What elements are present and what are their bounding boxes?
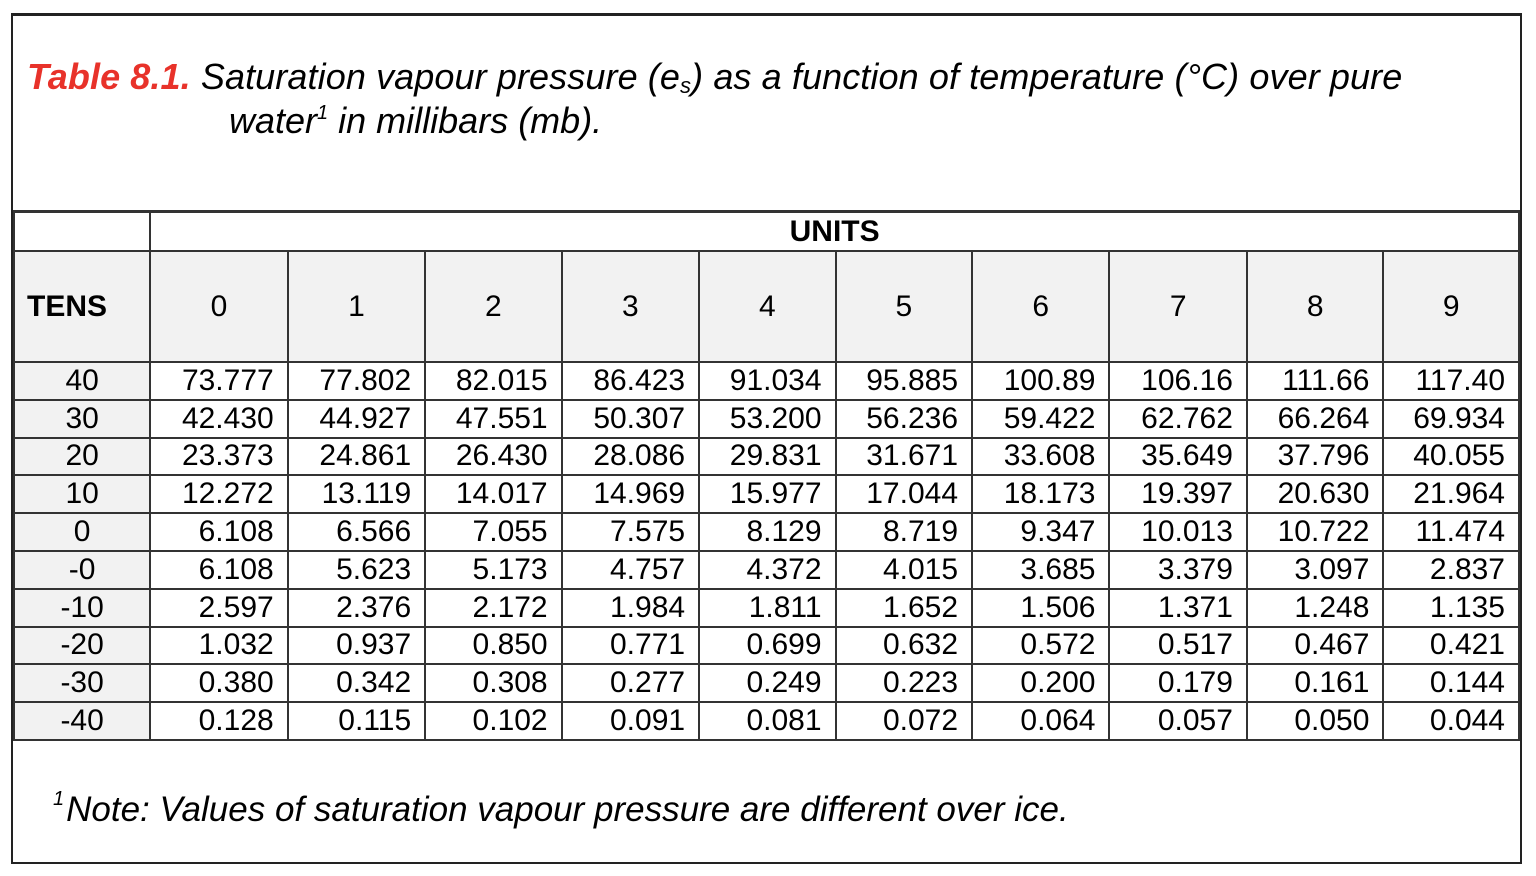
pressure-value-cell: 0.699 <box>699 627 835 665</box>
pressure-value-cell: 4.372 <box>699 551 835 589</box>
pressure-value-cell: 3.379 <box>1109 551 1246 589</box>
pressure-value-cell: 15.977 <box>699 475 835 513</box>
units-column-header: 8 <box>1247 251 1383 362</box>
pressure-value-cell: 0.342 <box>288 664 425 702</box>
pressure-value-cell: 86.423 <box>562 362 699 400</box>
pressure-value-cell: 66.264 <box>1247 400 1383 438</box>
pressure-value-cell: 0.249 <box>699 664 835 702</box>
pressure-value-cell: 0.144 <box>1383 664 1519 702</box>
pressure-value-cell: 18.173 <box>972 475 1109 513</box>
units-column-header: 9 <box>1383 251 1519 362</box>
units-column-header: 5 <box>836 251 972 362</box>
pressure-value-cell: 1.032 <box>150 627 287 665</box>
corner-cell <box>14 212 150 251</box>
pressure-value-cell: 9.347 <box>972 513 1109 551</box>
pressure-value-cell: 77.802 <box>288 362 425 400</box>
pressure-value-cell: 5.623 <box>288 551 425 589</box>
pressure-value-cell: 0.467 <box>1247 627 1383 665</box>
pressure-value-cell: 0.057 <box>1109 702 1246 740</box>
pressure-value-cell: 0.081 <box>699 702 835 740</box>
pressure-value-cell: 0.277 <box>562 664 699 702</box>
table-row <box>14 513 1519 551</box>
pressure-value-cell: 0.064 <box>972 702 1109 740</box>
caption-subscript: s <box>680 73 692 98</box>
pressure-value-cell: 1.135 <box>1383 589 1519 627</box>
pressure-value-cell: 56.236 <box>836 400 972 438</box>
pressure-value-cell: 0.937 <box>288 627 425 665</box>
pressure-value-cell: 106.16 <box>1109 362 1246 400</box>
tens-label: -40 <box>14 702 150 740</box>
pressure-value-cell: 29.831 <box>699 438 835 476</box>
pressure-value-cell: 1.984 <box>562 589 699 627</box>
pressure-value-cell: 100.89 <box>972 362 1109 400</box>
pressure-value-cell: 50.307 <box>562 400 699 438</box>
pressure-value-cell: 0.128 <box>150 702 287 740</box>
pressure-value-cell: 0.850 <box>425 627 561 665</box>
pressure-value-cell: 31.671 <box>836 438 972 476</box>
pressure-value-cell: 13.119 <box>288 475 425 513</box>
units-column-header: 0 <box>150 251 287 362</box>
caption-line-1 <box>27 56 1402 99</box>
tens-label: 30 <box>14 400 150 438</box>
pressure-value-cell: 62.762 <box>1109 400 1246 438</box>
pressure-value-cell: 6.108 <box>150 551 287 589</box>
units-column-header: 3 <box>562 251 699 362</box>
tens-label: 40 <box>14 362 150 400</box>
pressure-value-cell: 82.015 <box>425 362 561 400</box>
pressure-value-cell: 0.044 <box>1383 702 1519 740</box>
pressure-value-cell: 7.055 <box>425 513 561 551</box>
units-column-header: 2 <box>425 251 561 362</box>
pressure-value-cell: 2.597 <box>150 589 287 627</box>
units-column-header: 4 <box>699 251 835 362</box>
tens-label: -20 <box>14 627 150 665</box>
caption-text: Saturation vapour pressure (e <box>190 56 681 97</box>
pressure-value-cell: 3.685 <box>972 551 1109 589</box>
pressure-value-cell: 4.757 <box>562 551 699 589</box>
table-row <box>14 438 1519 476</box>
pressure-value-cell: 20.630 <box>1247 475 1383 513</box>
pressure-value-cell: 0.050 <box>1247 702 1383 740</box>
pressure-value-cell: 1.811 <box>699 589 835 627</box>
pressure-value-cell: 1.248 <box>1247 589 1383 627</box>
pressure-value-cell: 40.055 <box>1383 438 1519 476</box>
tens-label: -0 <box>14 551 150 589</box>
pressure-value-cell: 0.223 <box>836 664 972 702</box>
units-column-header: 7 <box>1109 251 1246 362</box>
pressure-value-cell: 2.172 <box>425 589 561 627</box>
table-row <box>14 362 1519 400</box>
pressure-value-cell: 5.173 <box>425 551 561 589</box>
pressure-value-cell: 0.421 <box>1383 627 1519 665</box>
pressure-value-cell: 117.40 <box>1383 362 1519 400</box>
pressure-value-cell: 0.102 <box>425 702 561 740</box>
pressure-value-cell: 0.091 <box>562 702 699 740</box>
pressure-value-cell: 21.964 <box>1383 475 1519 513</box>
pressure-value-cell: 4.015 <box>836 551 972 589</box>
pressure-value-cell: 1.506 <box>972 589 1109 627</box>
table-row <box>14 400 1519 438</box>
pressure-value-cell: 1.652 <box>836 589 972 627</box>
tens-label: -30 <box>14 664 150 702</box>
pressure-value-cell: 1.371 <box>1109 589 1246 627</box>
tens-label: 0 <box>14 513 150 551</box>
footnote-box <box>13 738 1520 862</box>
pressure-value-cell: 0.072 <box>836 702 972 740</box>
pressure-value-cell: 0.179 <box>1109 664 1246 702</box>
pressure-value-cell: 8.719 <box>836 513 972 551</box>
caption-box <box>13 16 1520 212</box>
table-number-label: Table 8.1. <box>27 56 191 97</box>
pressure-value-cell: 6.108 <box>150 513 287 551</box>
pressure-value-cell: 0.632 <box>836 627 972 665</box>
tens-label: 10 <box>14 475 150 513</box>
pressure-value-cell: 95.885 <box>836 362 972 400</box>
pressure-value-cell: 59.422 <box>972 400 1109 438</box>
tens-header: TENS <box>14 251 150 362</box>
pressure-value-cell: 0.161 <box>1247 664 1383 702</box>
pressure-value-cell: 26.430 <box>425 438 561 476</box>
table-row <box>14 551 1519 589</box>
pressure-value-cell: 8.129 <box>699 513 835 551</box>
pressure-value-cell: 44.927 <box>288 400 425 438</box>
pressure-value-cell: 2.376 <box>288 589 425 627</box>
table-row <box>14 475 1519 513</box>
pressure-value-cell: 0.572 <box>972 627 1109 665</box>
pressure-value-cell: 35.649 <box>1109 438 1246 476</box>
column-header-row <box>14 251 1519 362</box>
pressure-value-cell: 47.551 <box>425 400 561 438</box>
pressure-value-cell: 33.608 <box>972 438 1109 476</box>
pressure-value-cell: 0.771 <box>562 627 699 665</box>
table-row <box>14 627 1519 665</box>
pressure-value-cell: 0.200 <box>972 664 1109 702</box>
pressure-value-cell: 0.308 <box>425 664 561 702</box>
pressure-value-cell: 42.430 <box>150 400 287 438</box>
vapour-pressure-table <box>13 211 1520 741</box>
tens-label: -10 <box>14 589 150 627</box>
pressure-value-cell: 37.796 <box>1247 438 1383 476</box>
tens-label: 20 <box>14 438 150 476</box>
pressure-value-cell: 53.200 <box>699 400 835 438</box>
pressure-value-cell: 7.575 <box>562 513 699 551</box>
units-header: UNITS <box>150 212 1519 251</box>
caption-text-cont: ) as a function of temperature (°C) over pure <box>691 56 1403 97</box>
pressure-value-cell: 0.517 <box>1109 627 1246 665</box>
pressure-value-cell: 23.373 <box>150 438 287 476</box>
caption-line-2 <box>229 100 602 142</box>
pressure-value-cell: 19.397 <box>1109 475 1246 513</box>
table-row <box>14 702 1519 740</box>
pressure-value-cell: 10.013 <box>1109 513 1246 551</box>
table-frame <box>11 13 1522 864</box>
pressure-value-cell: 91.034 <box>699 362 835 400</box>
pressure-value-cell: 73.777 <box>150 362 287 400</box>
pressure-value-cell: 28.086 <box>562 438 699 476</box>
pressure-value-cell: 6.566 <box>288 513 425 551</box>
pressure-value-cell: 69.934 <box>1383 400 1519 438</box>
footnote-marker: 1 <box>53 788 65 810</box>
pressure-value-cell: 14.969 <box>562 475 699 513</box>
pressure-value-cell: 11.474 <box>1383 513 1519 551</box>
pressure-value-cell: 111.66 <box>1247 362 1383 400</box>
pressure-value-cell: 17.044 <box>836 475 972 513</box>
caption-text-line2: water <box>229 100 318 141</box>
pressure-value-cell: 10.722 <box>1247 513 1383 551</box>
pressure-value-cell: 24.861 <box>288 438 425 476</box>
units-column-header: 6 <box>972 251 1109 362</box>
footnote-ref: 1 <box>317 102 329 124</box>
pressure-value-cell: 3.097 <box>1247 551 1383 589</box>
table-row <box>14 664 1519 702</box>
pressure-value-cell: 14.017 <box>425 475 561 513</box>
caption-text-line2-cont: in millibars (mb). <box>328 100 603 141</box>
pressure-value-cell: 0.115 <box>288 702 425 740</box>
footnote-text: Note: Values of saturation vapour pressure are different over ice. <box>66 790 1069 829</box>
footnote <box>53 788 1069 830</box>
table-row <box>14 589 1519 627</box>
units-column-header: 1 <box>288 251 425 362</box>
pressure-value-cell: 0.380 <box>150 664 287 702</box>
pressure-value-cell: 2.837 <box>1383 551 1519 589</box>
units-header-row <box>14 212 1519 251</box>
pressure-value-cell: 12.272 <box>150 475 287 513</box>
